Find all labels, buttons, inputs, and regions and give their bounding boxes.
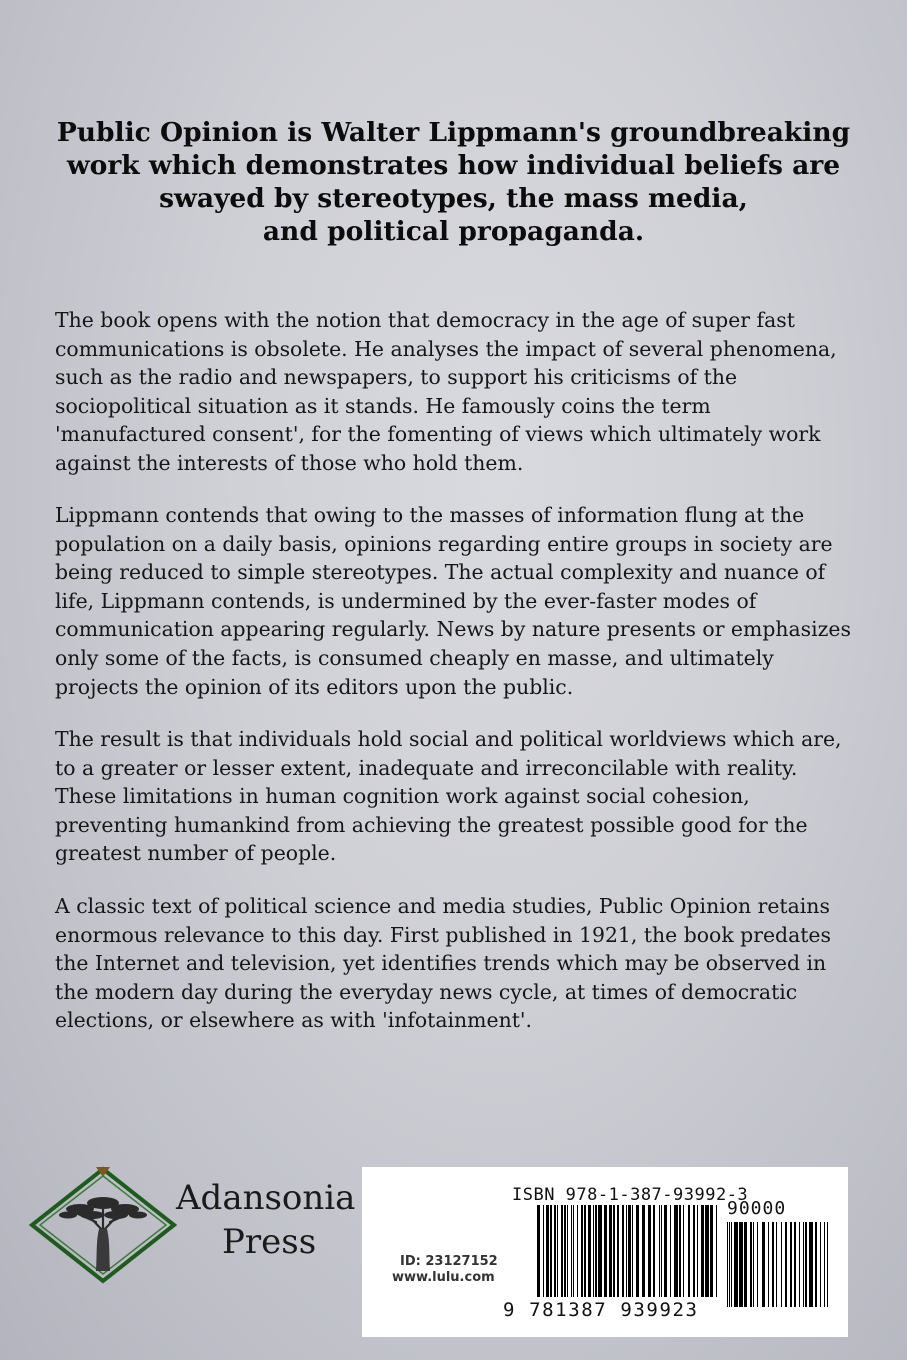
barcode-bar: [613, 1205, 615, 1297]
isbn-digits: 9 781387 939923: [503, 1299, 699, 1321]
barcode-bar: [557, 1205, 558, 1297]
barcode-bar: [626, 1205, 627, 1297]
paragraph-line: The result is that individuals hold social and political worldviews which are,: [55, 727, 842, 751]
barcode-bar: [683, 1205, 684, 1297]
barcode-bar: [577, 1205, 578, 1297]
barcode-bar: [593, 1205, 594, 1297]
barcode-bar: [790, 1222, 792, 1307]
barcode-bar: [785, 1222, 787, 1307]
barcode-bar: [781, 1222, 782, 1307]
barcode-bar: [772, 1222, 774, 1307]
barcode-bar: [731, 1222, 732, 1307]
barcode-bar: [794, 1222, 796, 1307]
barcode-bar: [571, 1205, 572, 1297]
paragraph-line: projects the opinion of its editors upon the public.: [55, 674, 574, 699]
blurb-paragraph-1: [55, 306, 855, 478]
barcode-bar: [648, 1205, 651, 1297]
isbn-label: ISBN 978-1-387-93992-3: [512, 1185, 749, 1205]
barcode-bar: [561, 1205, 563, 1297]
paragraph-line: elections, or elsewhere as with 'infotainment'.: [55, 1008, 532, 1033]
barcode-bar: [564, 1205, 566, 1297]
publisher-name-line-2: Press: [222, 1222, 317, 1262]
barcode-bar: [543, 1205, 544, 1297]
paragraph-line: population on a daily basis, opinions regarding entire groups in society are: [55, 531, 833, 556]
price-code: 90000: [727, 1198, 787, 1219]
barcode-bar: [729, 1222, 730, 1307]
paragraph-line: These limitations in human cognition work against social cohesion,: [55, 784, 750, 809]
barcode-bar: [653, 1205, 655, 1297]
barcode-bar: [693, 1205, 695, 1297]
barcode-bar: [827, 1222, 828, 1307]
barcode-bar: [584, 1205, 586, 1297]
baobab-tree-diamond-icon: [28, 1165, 178, 1285]
lulu-id: ID: 23127152: [400, 1254, 498, 1269]
barcode-bar: [573, 1205, 574, 1297]
barcode-bar: [567, 1205, 568, 1297]
barcode-bar: [753, 1222, 754, 1307]
barcode-bar: [710, 1205, 713, 1297]
barcode-bar: [705, 1205, 709, 1297]
barcode-bar: [670, 1205, 671, 1297]
barcode-bar: [757, 1222, 758, 1307]
barcode-bar: [768, 1222, 769, 1307]
paragraph-line: Lippmann contends that owing to the masses of information flung at the: [55, 503, 805, 527]
headline-line: and political propaganda.: [262, 216, 645, 247]
paragraph-line: A classic text of political science and media studies, Public Opinion retains: [55, 894, 830, 918]
lulu-url: www.lulu.com: [392, 1270, 495, 1285]
barcode-bar: [776, 1222, 777, 1307]
barcode-bar: [824, 1222, 825, 1307]
barcode-bar: [581, 1205, 583, 1297]
blurb-paragraph-3: [55, 725, 855, 868]
barcode-bar: [595, 1205, 597, 1297]
barcode-bar: [636, 1205, 639, 1297]
barcode-bar: [734, 1222, 738, 1307]
paragraph-line: life, Lippmann contends, is undermined by the ever-faster modes of: [55, 588, 757, 613]
paragraph-line: enormous relevance to this day. First published in 1921, the book predates: [55, 922, 831, 947]
barcode-bar: [744, 1222, 747, 1307]
barcode-bar: [803, 1222, 804, 1307]
barcode-bar: [554, 1205, 556, 1297]
blurb-paragraph-4: [55, 892, 855, 1035]
barcode-bar: [716, 1205, 717, 1297]
headline-line: Public Opinion is Walter Lippmann's groundbreaking: [56, 117, 851, 148]
barcode-bar: [679, 1205, 681, 1297]
barcode-bar: [550, 1205, 552, 1297]
paragraph-line: greatest number of people.: [55, 841, 337, 866]
paragraph-line: the Internet and television, yet identifies trends which may be observed in: [55, 951, 827, 976]
barcode-bar: [664, 1205, 667, 1297]
headline-line: work which demonstrates how individual beliefs are: [66, 150, 841, 181]
barcode-bar: [661, 1205, 662, 1297]
barcode-bar: [598, 1205, 602, 1297]
barcode-bar: [762, 1222, 765, 1307]
lulu-id-block: [392, 1254, 498, 1286]
barcode-bar: [617, 1205, 619, 1297]
barcode-bar: [632, 1205, 633, 1297]
barcode-bar: [537, 1205, 540, 1297]
headline-line: swayed by stereotypes, the mass media,: [159, 183, 748, 214]
barcode-bar: [688, 1205, 690, 1297]
barcode-bar: [546, 1205, 549, 1297]
cover-headline: [50, 116, 857, 248]
paragraph-line: preventing humankind from achieving the greatest possible good for the: [55, 812, 808, 837]
barcode-bar: [820, 1222, 821, 1307]
barcode-bar: [750, 1222, 752, 1307]
paragraph-line: The book opens with the notion that democracy in the age of super fast: [55, 308, 795, 332]
paragraph-line: such as the radio and newspapers, to support his criticisms of the: [55, 365, 738, 390]
barcode-bar: [809, 1222, 813, 1307]
publisher-name-line-1: Adansonia: [176, 1178, 356, 1218]
paragraph-line: against the interests of those who hold them.: [55, 450, 524, 475]
barcode-bar: [588, 1205, 591, 1297]
barcode-bar: [739, 1222, 743, 1307]
publisher-name: [176, 1176, 355, 1264]
barcode-bar: [622, 1205, 624, 1297]
barcode-bar: [815, 1222, 817, 1307]
barcode-bar: [659, 1205, 660, 1297]
blurb-paragraph-2: [55, 501, 855, 701]
barcode-panel: [362, 1167, 848, 1337]
paragraph-line: to a greater or lesser extent, inadequate and irreconcilable with reality.: [55, 755, 798, 780]
barcode-bar: [799, 1222, 800, 1307]
paragraph-line: communication appearing regularly. News by nature presents or emphasizes: [55, 617, 851, 642]
barcode-bar: [642, 1205, 645, 1297]
barcode-bar: [727, 1222, 728, 1307]
barcode-bar: [609, 1205, 612, 1297]
paragraph-line: communications is obsolete. He analyses the impact of several phenomena,: [55, 336, 837, 361]
paragraph-line: being reduced to simple stereotypes. The actual complexity and nuance of: [55, 560, 826, 585]
paragraph-line: the modern day during the everyday news cycle, at times of democratic: [55, 979, 798, 1004]
barcode-bar: [805, 1222, 807, 1307]
barcode-bar: [604, 1205, 607, 1297]
paragraph-line: only some of the facts, is consumed cheaply en masse, and ultimately: [55, 645, 774, 670]
barcode-bar: [701, 1205, 704, 1297]
barcode-bar: [674, 1205, 678, 1297]
barcode-bar: [628, 1205, 631, 1297]
barcode-bar: [697, 1205, 698, 1297]
paragraph-line: sociopolitical situation as it stands. He famously coins the term: [55, 393, 711, 418]
paragraph-line: 'manufactured consent', for the fomenting of views which ultimately work: [55, 422, 821, 447]
